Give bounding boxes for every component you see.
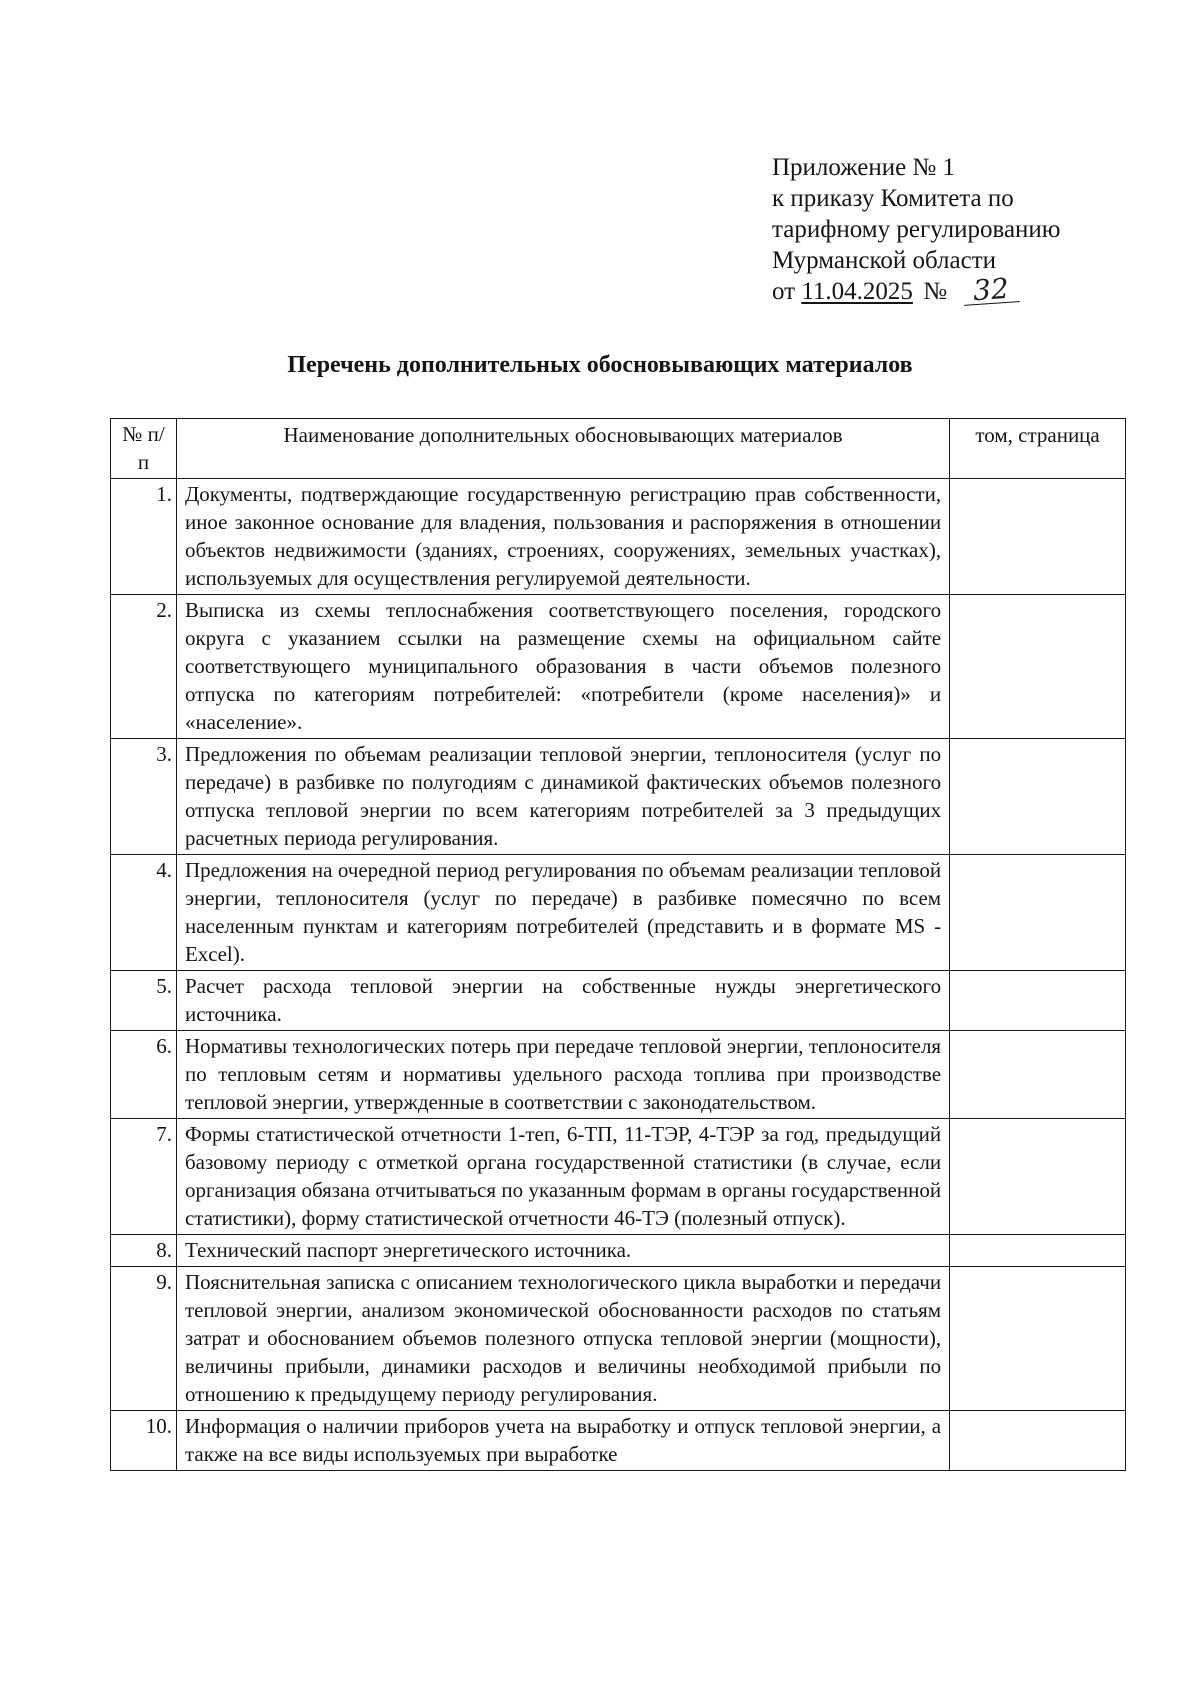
appendix-region-line: Мурманской области (772, 247, 997, 274)
row-number: 2. (111, 595, 177, 739)
row-number: 8. (111, 1235, 177, 1267)
row-number: 1. (111, 479, 177, 595)
number-sign: № (923, 278, 948, 305)
appendix-committee-line: тарифному регулированию (772, 216, 1061, 243)
row-page (950, 1119, 1126, 1235)
order-date: 11.04.2025 (801, 278, 913, 305)
table-row (111, 1267, 1126, 1411)
table-header-row (111, 419, 1126, 479)
table-row (111, 739, 1126, 855)
row-text: Документы, подтверждающие государственную регистрацию прав собственности, иное законное основание для владения, пользования и распоряжения в отношении объектов недвижимости (зданиях, строениях, сооружениях, земельных участках), используемых для осуществления регулируемой деятельности. (176, 479, 949, 595)
order-number-handwritten: 32 (962, 275, 1020, 306)
row-page (950, 739, 1126, 855)
materials-table (110, 418, 1126, 1471)
row-page (950, 1235, 1126, 1267)
row-text: Выписка из схемы теплоснабжения соответствующего поселения, городского округа с указанием ссылки на размещение схемы на официальном сайте соответствующего муниципального образования в части объемов полезного отпуска по категориям потребителей: «потребители (кроме населения)» и «население». (176, 595, 949, 739)
row-page (950, 1267, 1126, 1411)
row-number: 5. (111, 971, 177, 1031)
row-number: 3. (111, 739, 177, 855)
table-row (111, 479, 1126, 595)
document-title: Перечень дополнительных обосновывающих материалов (287, 352, 913, 378)
row-page (950, 855, 1126, 971)
row-page (950, 595, 1126, 739)
row-page (950, 1031, 1126, 1119)
table-row (111, 855, 1126, 971)
table-row (111, 1235, 1126, 1267)
table-row (111, 1411, 1126, 1471)
row-text: Технический паспорт энергетического источника. (176, 1235, 949, 1267)
appendix-date-line (772, 271, 1061, 308)
row-text: Нормативы технологических потерь при передаче тепловой энергии, теплоносителя по тепловым сетям и нормативы удельного расхода топлива при производстве тепловой энергии, утвержденные в соответствии с законодательством. (176, 1031, 949, 1119)
row-text: Предложения на очередной период регулирования по объемам реализации тепловой энергии, теплоносителя (услуг по передаче) в разбивке помесячно по всем населенным пунктам и категориям потребителей (представить и в формате MS - Excel). (176, 855, 949, 971)
appendix-block (772, 152, 1061, 307)
header-page: том, страница (950, 419, 1126, 479)
table-row (111, 1119, 1126, 1235)
row-number: 6. (111, 1031, 177, 1119)
table-row (111, 1031, 1126, 1119)
row-number: 10. (111, 1411, 177, 1471)
row-text: Расчет расхода тепловой энергии на собственные нужды энергетического источника. (176, 971, 949, 1031)
date-prefix: от (772, 278, 796, 305)
row-number: 7. (111, 1119, 177, 1235)
row-text: Формы статистической отчетности 1-теп, 6-ТП, 11-ТЭР, 4-ТЭР за год, предыдущий базовому периоду с отметкой органа государственной статистики (в случае, если организация обязана отчитываться по указанным формам в органы государственной статистики), форму статистической отчетности 46-ТЭ (полезный отпуск). (176, 1119, 949, 1235)
table-row (111, 971, 1126, 1031)
row-text: Пояснительная записка с описанием технологического цикла выработки и передачи тепловой энергии, анализом экономической обоснованности расходов по статьям затрат и обоснованием объемов полезного отпуска тепловой энергии (мощности), величины прибыли, динамики расходов и величины необходимой прибыли по отношению к предыдущему периоду регулирования. (176, 1267, 949, 1411)
row-text: Предложения по объемам реализации тепловой энергии, теплоносителя (услуг по передаче) в разбивке по полугодиям с динамикой фактических объемов полезного отпуска тепловой энергии по всем категориям потребителей за 3 предыдущих расчетных периода регулирования. (176, 739, 949, 855)
appendix-title: Приложение № 1 (772, 154, 956, 181)
row-number: 9. (111, 1267, 177, 1411)
row-page (950, 1411, 1126, 1471)
header-number: № п/п (111, 419, 177, 479)
row-page (950, 971, 1126, 1031)
row-text: Информация о наличии приборов учета на выработку и отпуск тепловой энергии, а также на все виды используемых при выработке (176, 1411, 949, 1471)
row-page (950, 479, 1126, 595)
appendix-order-line: к приказу Комитета по (772, 185, 1014, 212)
row-number: 4. (111, 855, 177, 971)
header-name: Наименование дополнительных обосновывающих материалов (176, 419, 949, 479)
table-row (111, 595, 1126, 739)
